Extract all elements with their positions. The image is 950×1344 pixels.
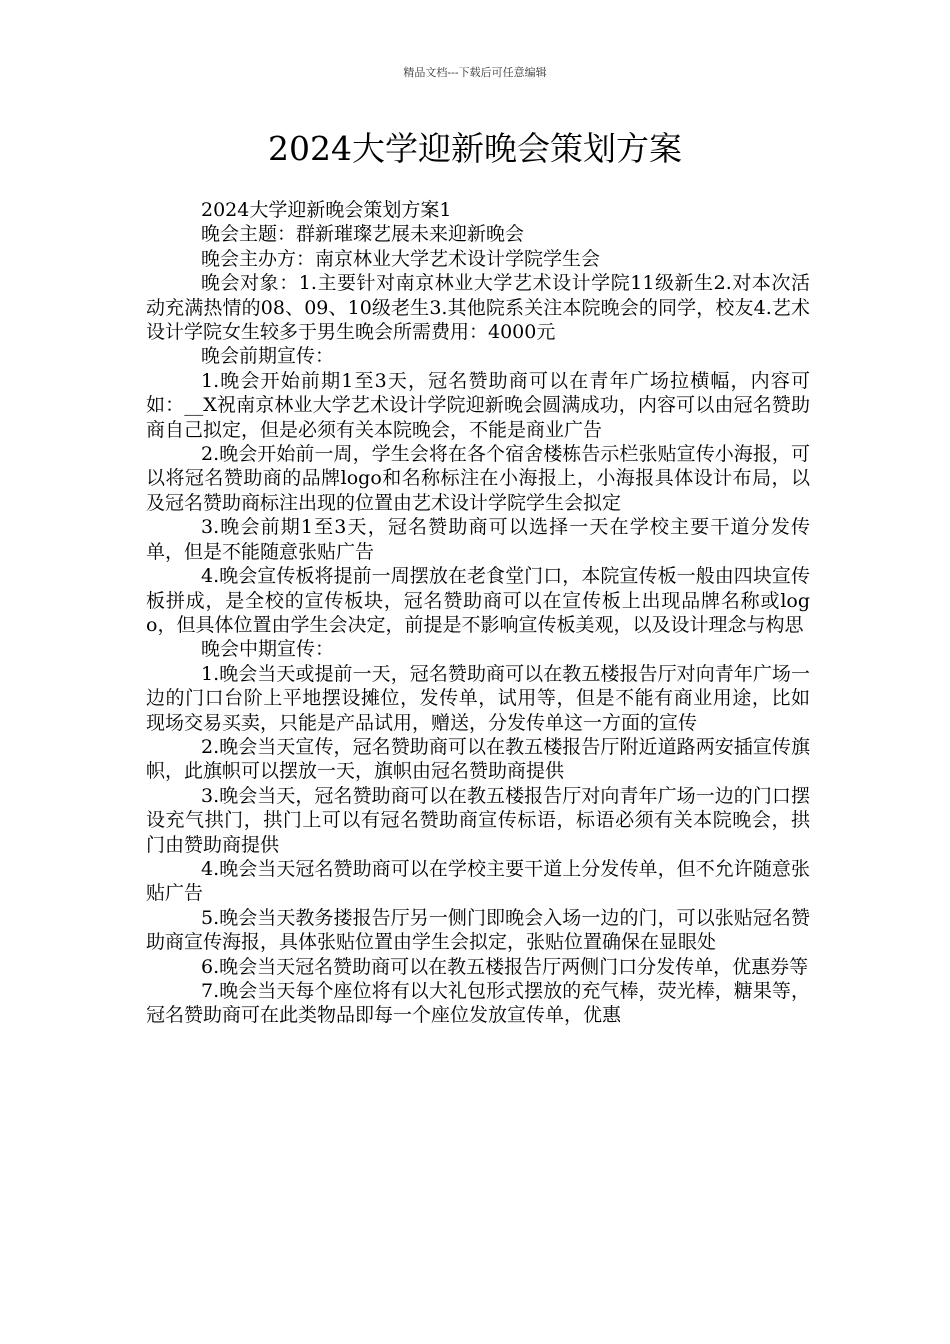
paragraph: 4.晚会宣传板将提前一周摆放在老食堂门口，本院宣传板一般由四块宣传板拼成，是全校的宣传板块，冠名赞助商可以在宣传板上出现品牌名称或logo，但具体位置由学生会决定，前提是不影响宣传板美观，以及设计理念与构思 [146,565,810,636]
paragraph: 晚会对象：1.主要针对南京林业大学艺术设计学院11级新生2.对本次活动充满热情的08、09、10级老生3.其他院系关注本院晚会的同学，校友4.艺术设计学院女生较多于男生晚会所需费用：4000元 [146,272,810,344]
paragraph: 晚会中期宣传： [201,638,335,661]
paragraph: 4.晚会当天冠名赞助商可以在学校主要干道上分发传单，但不允许随意张贴广告 [146,857,810,905]
document-title: 2024大学迎新晚会策划方案 [268,129,682,168]
paragraph: 晚会主办方：南京林业大学艺术设计学院学生会 [201,247,601,270]
paragraph: 3.晚会前期1至3天，冠名赞助商可以选择一天在学校主要干道分发传单，但是不能随意张贴广告 [146,516,810,563]
paragraph: 2.晚会当天宣传，冠名赞助商可以在教五楼报告厅附近道路两安插宣传旗帜，此旗帜可以摆放一天，旗帜由冠名赞助商提供 [146,735,810,783]
document-body [146,198,810,1028]
paragraph: 1.晚会当天或提前一天，冠名赞助商可以在教五楼报告厅对向青年广场一边的门口台阶上平地摆设摊位，发传单，试用等，但是不能有商业用途，比如现场交易买卖，只能是产品试用，赠送，分发传单这一方面的宣传 [146,662,810,734]
paragraph: 晚会主题：群新璀璨艺展未来迎新晚会 [201,223,525,246]
paragraph: 3.晚会当天，冠名赞助商可以在教五楼报告厅对向青年广场一边的门口摆设充气拱门，拱门上可以有冠名赞助商宣传标语，标语必须有关本院晚会，拱门由赞助商提供 [146,784,810,856]
paragraph: 1.晚会开始前期1至3天，冠名赞助商可以在青年广场拉横幅，内容可如：__X祝南京林业大学艺术设计学院迎新晚会圆满成功，内容可以由冠名赞助商自己拟定，但是必须有关本院晚会，不能是商业广告 [146,369,810,441]
paragraph: 晚会前期宣传： [201,345,335,368]
paragraph: 2024大学迎新晚会策划方案1 [201,199,452,221]
header-note: 精品文档---下载后可任意编辑 [403,66,547,79]
paragraph: 7.晚会当天每个座位将有以大礼包形式摆放的充气棒，荧光棒，糖果等，冠名赞助商可在此类物品即每一个座位发放宣传单，优惠 [146,980,810,1027]
paragraph: 2.晚会开始前一周，学生会将在各个宿舍楼栋告示栏张贴宣传小海报，可以将冠名赞助商的品牌logo和名称标注在小海报上，小海报具体设计布局，以及冠名赞助商标注出现的位置由艺术设计学院学生会拟定 [146,443,810,514]
paragraph: 6.晚会当天冠名赞助商可以在教五楼报告厅两侧门口分发传单，优惠券等 [201,955,809,978]
paragraph: 5.晚会当天教务搂报告厅另一侧门即晚会入场一边的门，可以张贴冠名赞助商宣传海报，具体张贴位置由学生会拟定，张贴位置确保在显眼处 [146,906,810,954]
